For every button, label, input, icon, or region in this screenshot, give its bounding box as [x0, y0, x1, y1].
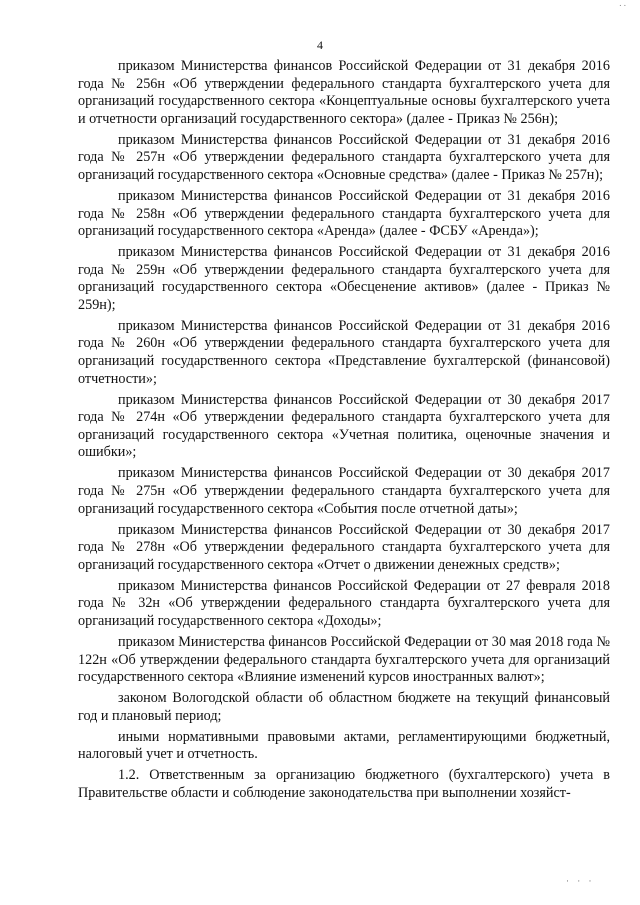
page-number: 4: [317, 38, 323, 52]
document-body: [78, 58, 610, 806]
paragraph-order-122n: приказом Министерства финансов Российской Федерации от 30 мая 2018 года № 122н «Об утверждении федерального стандарта бухгалтерского учета для организаций государственного сектора «Влияние изменений курсов иностранных валют»;: [78, 633, 610, 686]
paragraph-order-256n: приказом Министерства финансов Российской Федерации от 31 декабря 2016 года № 256н «Об утверждении федерального стандарта бухгалтерского учета для организаций государственного сектора «Концептуальные основы бухгалтерского учета и отчетности организаций государственного сектора» (далее - Приказ № 256н);: [78, 58, 610, 127]
paragraph-order-32n: приказом Министерства финансов Российской Федерации от 27 февраля 2018 года № 32н «Об утверждении федерального стандарта бухгалтерского учета для организаций государственного сектора «Доходы»;: [78, 577, 610, 629]
paragraph-order-275n: приказом Министерства финансов Российской Федерации от 30 декабря 2017 года № 275н «Об утверждении федерального стандарта бухгалтерского учета для организаций государственного сектора «События после отчетной даты»;: [78, 465, 610, 517]
paragraph-order-278n: приказом Министерства финансов Российской Федерации от 30 декабря 2017 года № 278н «Об утверждении федерального стандарта бухгалтерского учета для организаций государственного сектора «Отчет о движении денежных средств»;: [78, 521, 610, 573]
paragraph-order-274n: приказом Министерства финансов Российской Федерации от 30 декабря 2017 года № 274н «Об утверждении федерального стандарта бухгалтерского учета для организаций государственного сектора «Учетная политика, оценочные значения и ошибки»;: [78, 391, 610, 461]
scan-footer-mark: · · ·: [566, 876, 595, 886]
paragraph-order-258n: приказом Министерства финансов Российской Федерации от 31 декабря 2016 года № 258н «Об утверждении федерального стандарта бухгалтерского учета для организаций государственного сектора «Аренда» (далее - ФСБУ «Аренда»);: [78, 187, 610, 240]
paragraph-other-acts: иными нормативными правовыми актами, регламентирующими бюджетный, налоговый учет и отчетность.: [78, 728, 610, 763]
paragraph-section-1-2: 1.2. Ответственным за организацию бюджетного (бухгалтерского) учета в Правительстве области и соблюдение законодательства при выполнении хозяйст-: [78, 767, 610, 801]
paragraph-regional-law: законом Вологодской области об областном бюджете на текущий финансовый год и плановый период;: [78, 690, 610, 724]
paragraph-order-259n: приказом Министерства финансов Российской Федерации от 31 декабря 2016 года № 259н «Об утверждении федерального стандарта бухгалтерского учета для организаций государственного сектора «Обесценение активов» (далее - Приказ № 259н);: [78, 244, 610, 313]
paragraph-order-260n: приказом Министерства финансов Российской Федерации от 31 декабря 2016 года № 260н «Об утверждении федерального стандарта бухгалтерского учета для организаций государственного сектора «Представление бухгалтерской (финансовой) отчетности»;: [78, 317, 610, 387]
paragraph-order-257n: приказом Министерства финансов Российской Федерации от 31 декабря 2016 года № 257н «Об утверждении федерального стандарта бухгалтерского учета для организаций государственного сектора «Основные средства» (далее - Приказ № 257н);: [78, 131, 610, 183]
scan-corner-mark: . .: [619, 0, 626, 8]
